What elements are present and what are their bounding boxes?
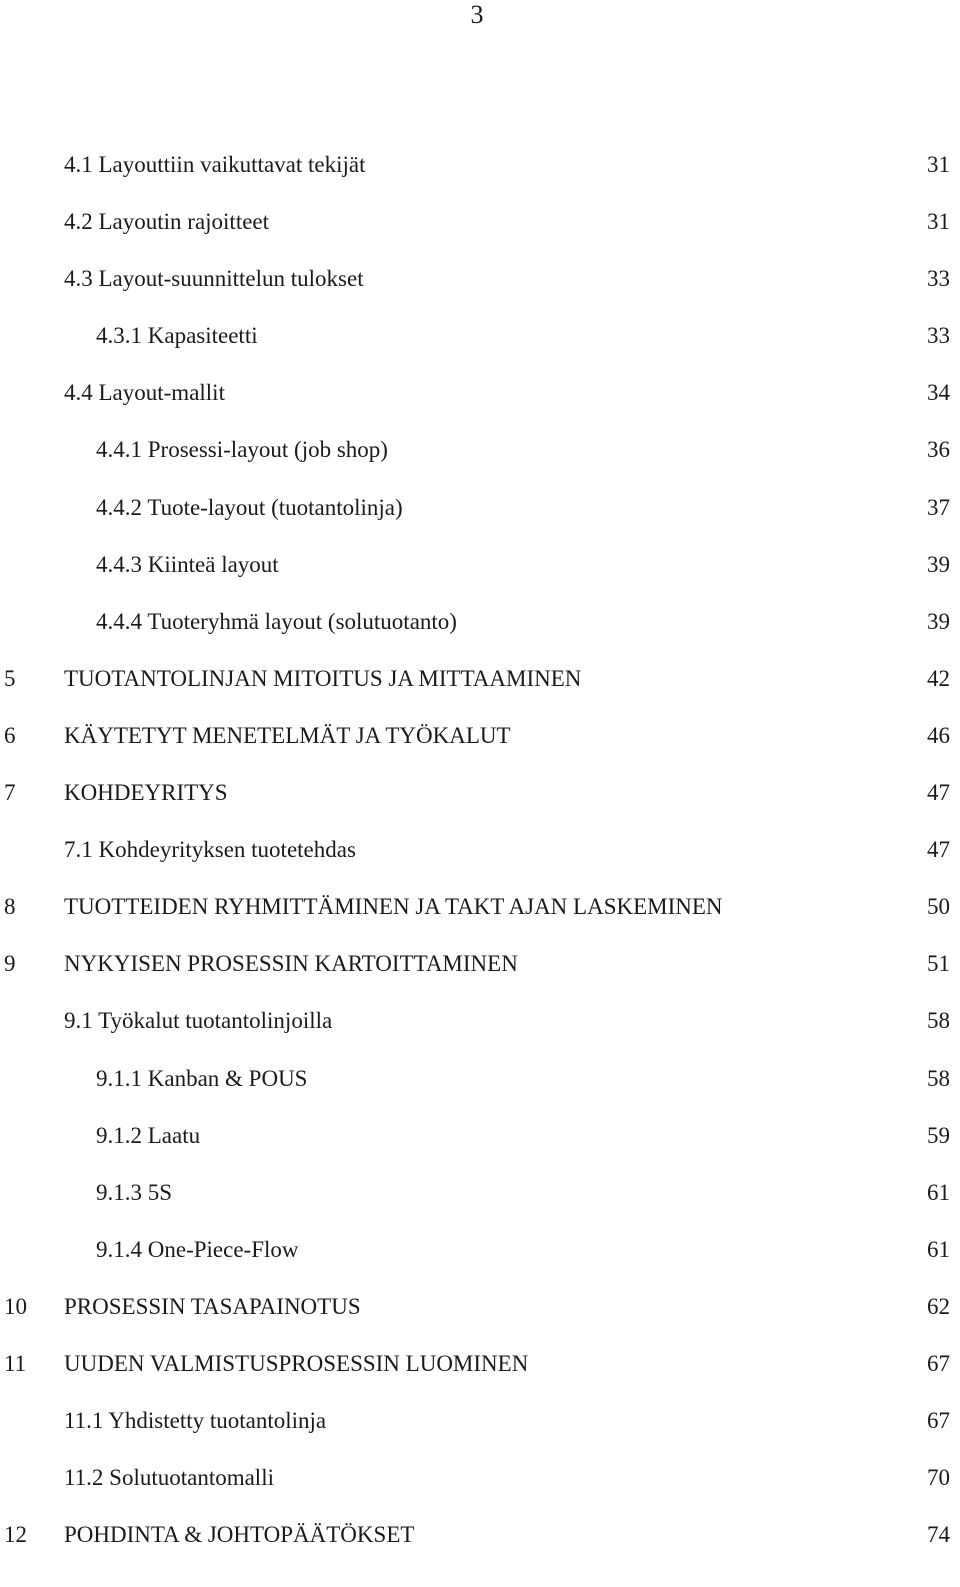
- toc-entry-page: 58: [927, 1008, 950, 1034]
- toc-entry[interactable]: [0, 1463, 960, 1520]
- toc-entry-page: 31: [927, 209, 950, 235]
- toc-entry-title: 4.4 Layout-mallit: [64, 380, 225, 406]
- toc-entry[interactable]: [0, 1235, 960, 1292]
- toc-entry-page: 59: [927, 1122, 950, 1148]
- toc-entry[interactable]: [0, 550, 960, 607]
- toc-entry[interactable]: [0, 778, 960, 835]
- toc-entry[interactable]: [0, 1064, 960, 1121]
- table-of-contents: [0, 150, 960, 1577]
- toc-entry[interactable]: [0, 435, 960, 492]
- toc-entry-title: KÄYTETYT MENETELMÄT JA TYÖKALUT: [64, 722, 511, 748]
- toc-entry-title: 4.4.1 Prosessi-layout (job shop): [96, 437, 388, 463]
- toc-entry-number: 10: [4, 1293, 27, 1319]
- toc-entry-title: 9.1.3 5S: [96, 1179, 173, 1205]
- toc-entry-number: 6: [4, 722, 16, 748]
- toc-entry[interactable]: [0, 721, 960, 778]
- toc-entry-page: 31: [927, 152, 950, 177]
- toc-entry-title: TUOTTEIDEN RYHMITTÄMINEN JA TAKT AJAN LASKEMINEN: [64, 894, 723, 920]
- toc-entry-page: 61: [927, 1236, 950, 1262]
- toc-entry-title: POHDINTA & JOHTOPÄÄTÖKSET: [64, 1522, 415, 1548]
- toc-entry-title: 7.1 Kohdeyrityksen tuotetehdas: [64, 837, 356, 863]
- toc-entry-title: PROSESSIN TASAPAINOTUS: [64, 1293, 361, 1319]
- toc-entry-page: 37: [927, 494, 950, 520]
- toc-entry-page: 39: [927, 608, 950, 634]
- toc-entry-page: 67: [927, 1350, 950, 1376]
- toc-entry-title: TUOTANTOLINJAN MITOITUS JA MITTAAMINEN: [64, 665, 582, 691]
- toc-entry-page: 74: [927, 1522, 950, 1548]
- toc-entry-number: 11: [4, 1350, 27, 1376]
- toc-entry[interactable]: [0, 264, 960, 321]
- toc-entry[interactable]: [0, 835, 960, 892]
- toc-entry-page: 47: [927, 780, 950, 806]
- toc-entry-page: 70: [927, 1465, 950, 1491]
- toc-entry-page: 33: [927, 266, 950, 292]
- toc-entry[interactable]: [0, 207, 960, 264]
- toc-entry-number: 5: [4, 665, 16, 691]
- toc-entry[interactable]: [0, 321, 960, 378]
- toc-entry-page: 36: [927, 437, 950, 463]
- toc-entry-title: 4.4.2 Tuote-layout (tuotantolinja): [96, 494, 403, 520]
- toc-entry[interactable]: [0, 1520, 960, 1577]
- toc-entry-number: 12: [4, 1522, 27, 1548]
- toc-entry-title: 4.3 Layout-suunnittelun tulokset: [64, 266, 364, 292]
- toc-entry[interactable]: [0, 949, 960, 1006]
- toc-entry-number: 8: [4, 894, 16, 920]
- toc-entry-title: 9.1.1 Kanban & POUS: [96, 1065, 308, 1091]
- toc-entry[interactable]: [0, 892, 960, 949]
- toc-entry-page: 50: [927, 894, 950, 920]
- toc-entry-page: 61: [927, 1179, 950, 1205]
- toc-entry-title: 9.1.2 Laatu: [96, 1122, 201, 1148]
- page-number: 3: [470, 0, 484, 29]
- toc-entry[interactable]: [0, 1006, 960, 1063]
- toc-entry-title: 9.1 Työkalut tuotantolinjoilla: [64, 1008, 333, 1034]
- toc-entry-page: 67: [927, 1408, 950, 1434]
- toc-entry-page: 51: [927, 951, 950, 977]
- toc-entry-page: 46: [927, 722, 950, 748]
- toc-entry-title: 4.4.3 Kiinteä layout: [96, 551, 279, 577]
- toc-entry-title: KOHDEYRITYS: [64, 780, 228, 806]
- toc-entry-title: 9.1.4 One-Piece-Flow: [96, 1236, 299, 1262]
- toc-entry-title: NYKYISEN PROSESSIN KARTOITTAMINEN: [64, 951, 518, 977]
- toc-entry[interactable]: [0, 1349, 960, 1406]
- toc-entry-number: 9: [4, 951, 16, 977]
- toc-entry-title: 4.4.4 Tuoteryhmä layout (solutuotanto): [96, 608, 457, 634]
- toc-entry-title: 11.1 Yhdistetty tuotantolinja: [64, 1408, 327, 1434]
- toc-entry[interactable]: [0, 378, 960, 435]
- toc-entry-title: 4.2 Layoutin rajoitteet: [64, 209, 270, 235]
- toc-entry-page: 34: [927, 380, 950, 406]
- toc-entry-page: 42: [927, 665, 950, 691]
- toc-entry[interactable]: [0, 1292, 960, 1349]
- toc-entry[interactable]: [0, 1178, 960, 1235]
- toc-entry[interactable]: [0, 607, 960, 664]
- toc-entry-page: 39: [927, 551, 950, 577]
- toc-entry-page: 33: [927, 323, 950, 349]
- toc-entry[interactable]: [0, 493, 960, 550]
- toc-entry-page: 62: [927, 1293, 950, 1319]
- toc-entry-title: 4.1 Layouttiin vaikuttavat tekijät: [64, 152, 366, 177]
- toc-entry-page: 58: [927, 1065, 950, 1091]
- toc-entry[interactable]: [0, 664, 960, 721]
- toc-entry-title: UUDEN VALMISTUSPROSESSIN LUOMINEN: [64, 1350, 529, 1376]
- toc-entry-title: 11.2 Solutuotantomalli: [64, 1465, 274, 1491]
- toc-entry[interactable]: [0, 150, 960, 207]
- toc-entry-page: 47: [927, 837, 950, 863]
- toc-entry[interactable]: [0, 1121, 960, 1178]
- toc-entry[interactable]: [0, 1406, 960, 1463]
- toc-entry-title: 4.3.1 Kapasiteetti: [96, 323, 258, 349]
- toc-entry-number: 7: [4, 780, 16, 806]
